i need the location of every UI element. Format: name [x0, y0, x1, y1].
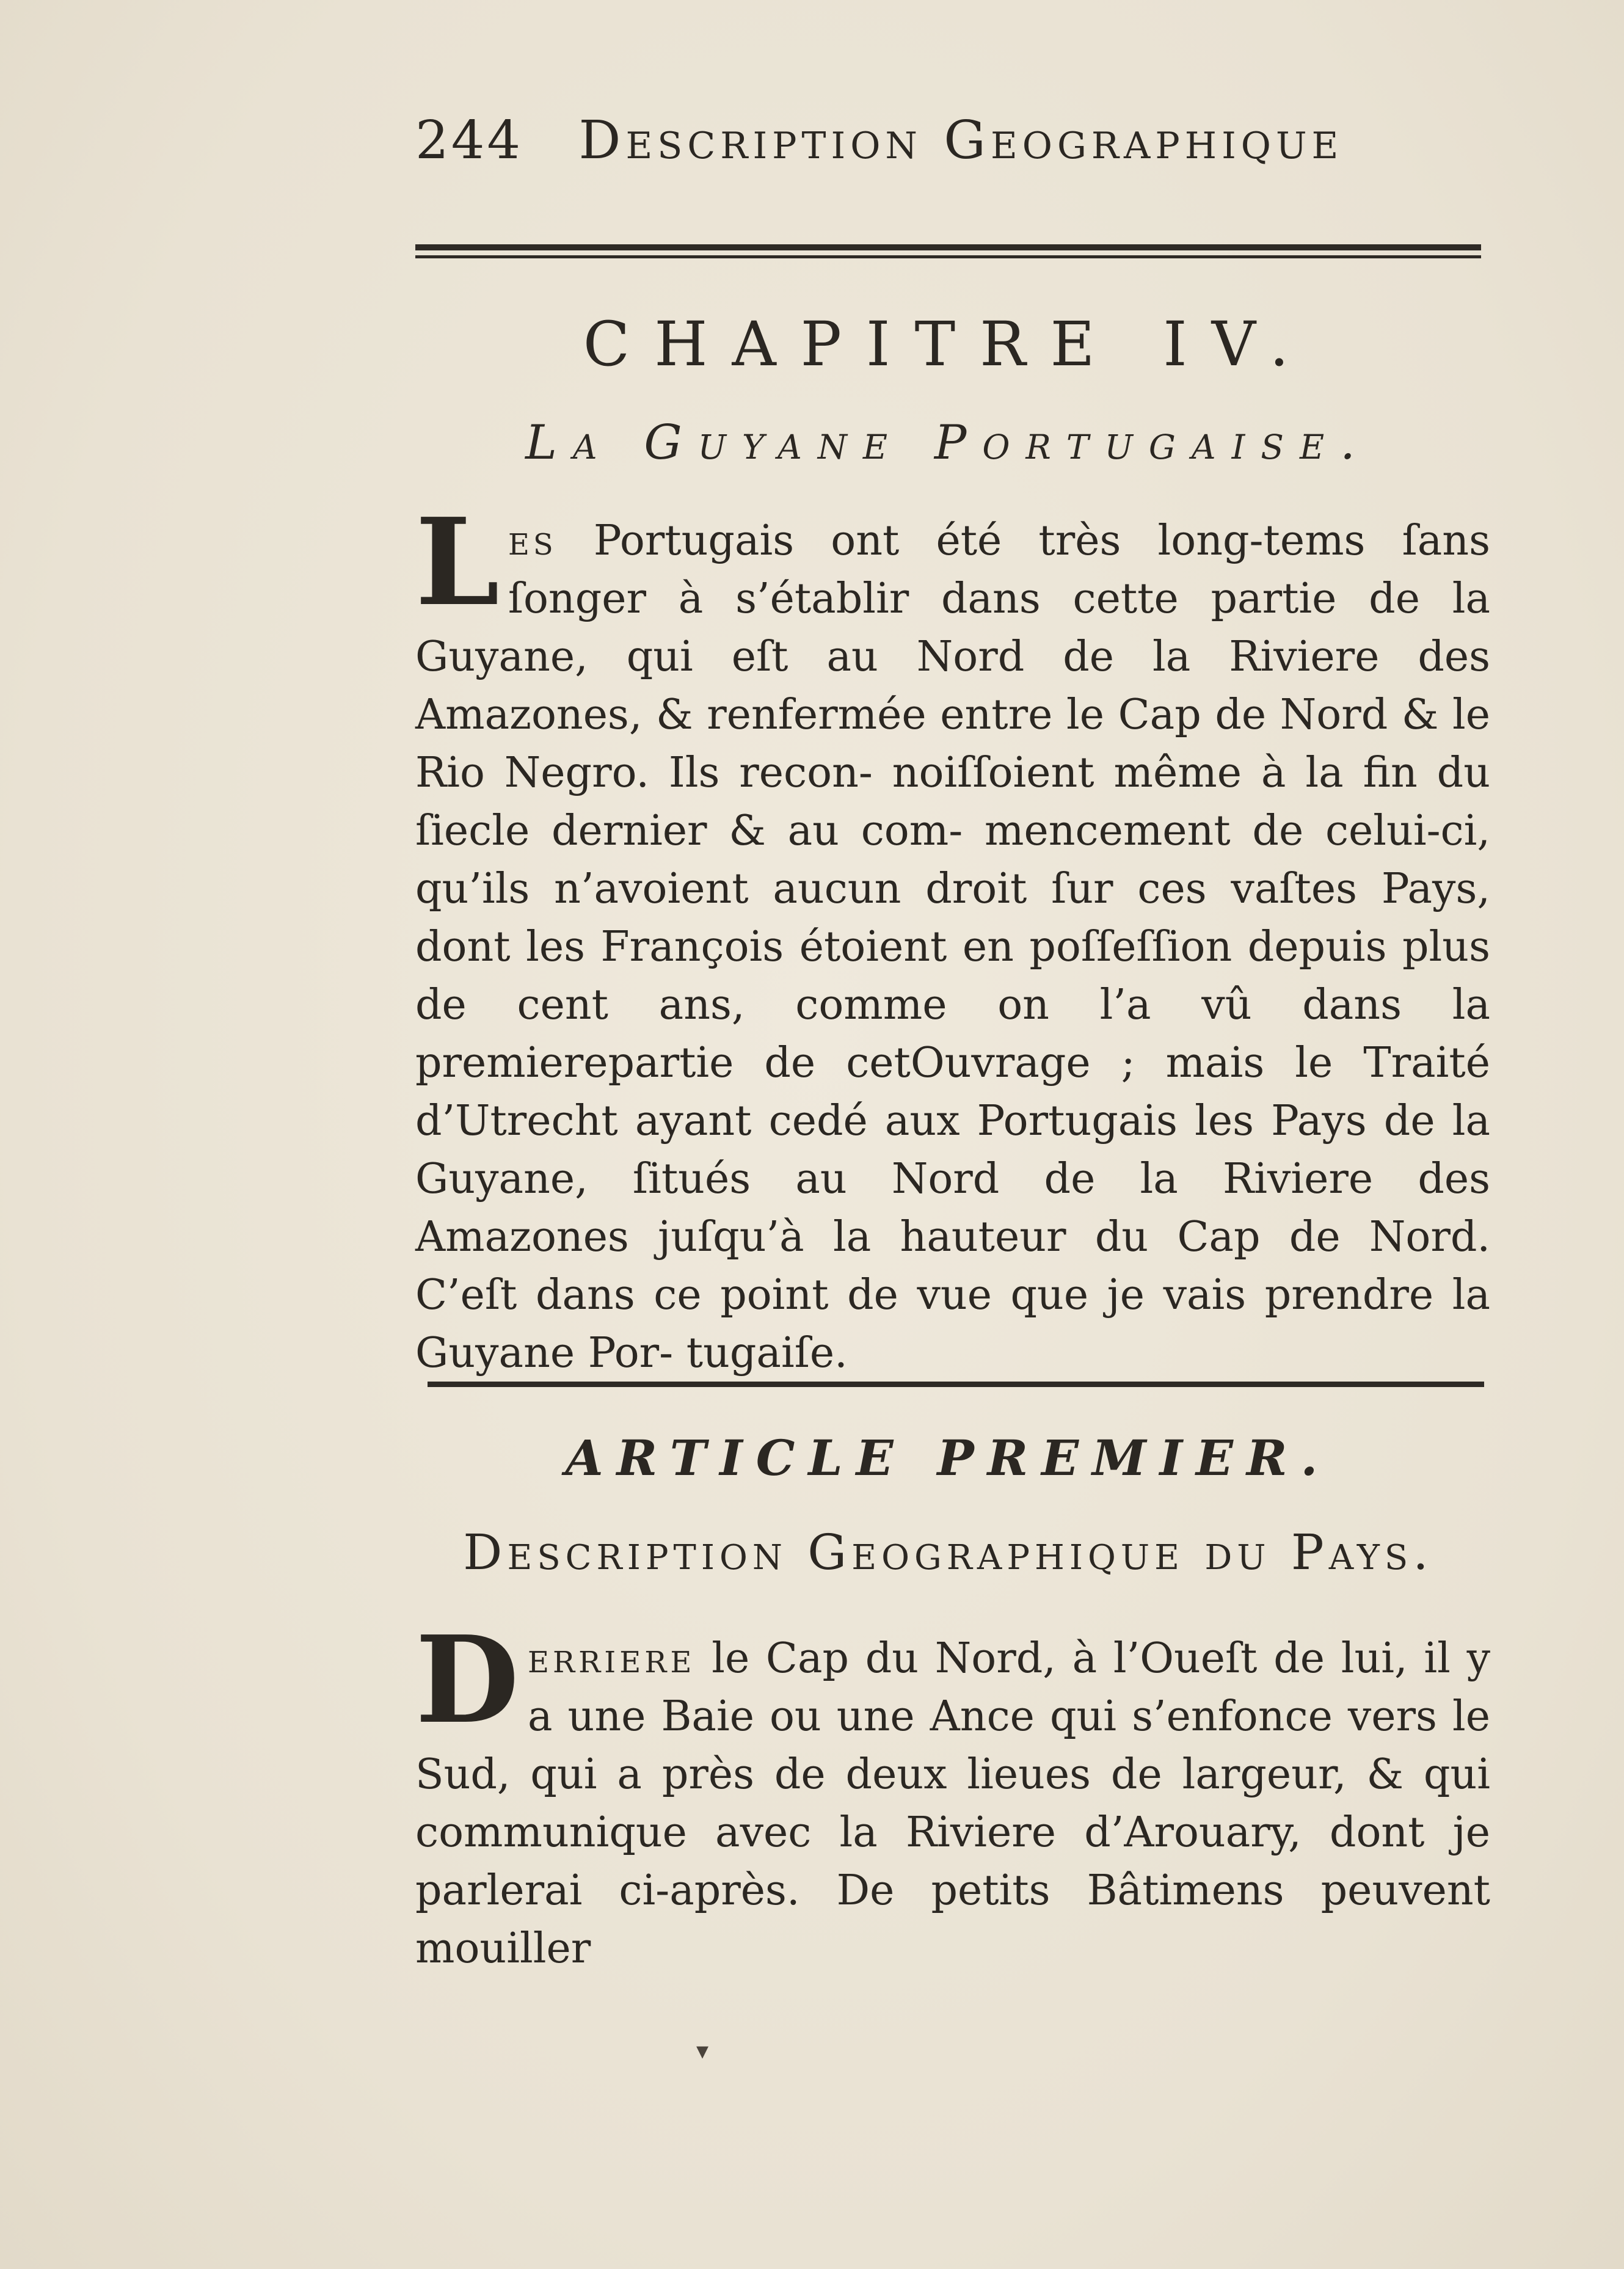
paragraph-1-text: Portugais ont été très long-tems ſans ſonger à s’établir dans cette partie de la Guyane, qui eſt au Nord de la Riviere des Amazones, & renfermée entre le Cap de Nord & le Rio Negro. Ils recon- noiſſoient même à la fin du ſiecle dernier & au com- mencement de celui-ci, qu’ils n’avoient aucun droit ſur ces vaſtes Pays, dont les François étoient en poſſeſſion depuis plus de cent ans, comme on l’a vû dans la premierepartie de cetOuvrage ; mais le Traité d’Utrecht ayant cedé aux Portugais les Pays de la Guyane, ſitués au Nord de la Riviere des Amazones juſqu’à la hauteur du Cap de Nord. C’eſt dans ce point de vue que je vais prendre la Guyane Por- tugaiſe. [415, 517, 1490, 1377]
paragraph-1 [415, 492, 1490, 1382]
paragraph-2 [415, 1610, 1490, 1978]
paragraph-2-lead: erriere [527, 1634, 696, 1683]
chapter-subtitle: La Guyane Portugaise. [525, 415, 1371, 470]
rule-thin-line [415, 255, 1481, 258]
section-rule [428, 1382, 1484, 1387]
drop-cap-d: D [415, 1610, 519, 1750]
section-title: Description Geographique du Pays. [463, 1524, 1433, 1581]
rule-thick-line [415, 244, 1481, 250]
catchword-mark: ▾ [696, 2037, 709, 2065]
paragraph-1-lead: es [508, 517, 557, 565]
chapter-heading: CHAPITRE IV. [583, 308, 1314, 380]
running-header [415, 110, 1368, 183]
drop-cap-l: L [415, 492, 500, 633]
paragraph-2-text: le Cap du Nord, à l’Oueſt de lui, il y a une Baie ou une Ance qui s’enfonce vers le Sud, qui a près de deux lieues de largeur, & qui communique avec la Riviere d’Arouary, dont je parlerai ci-après. De petits Bâtimens peuvent mouiller [415, 1634, 1490, 1973]
page-number: 244 [415, 110, 523, 171]
article-heading: ARTICLE PREMIER. [565, 1429, 1331, 1487]
header-double-rule [415, 244, 1481, 263]
running-title: Description Geographique [578, 110, 1344, 171]
